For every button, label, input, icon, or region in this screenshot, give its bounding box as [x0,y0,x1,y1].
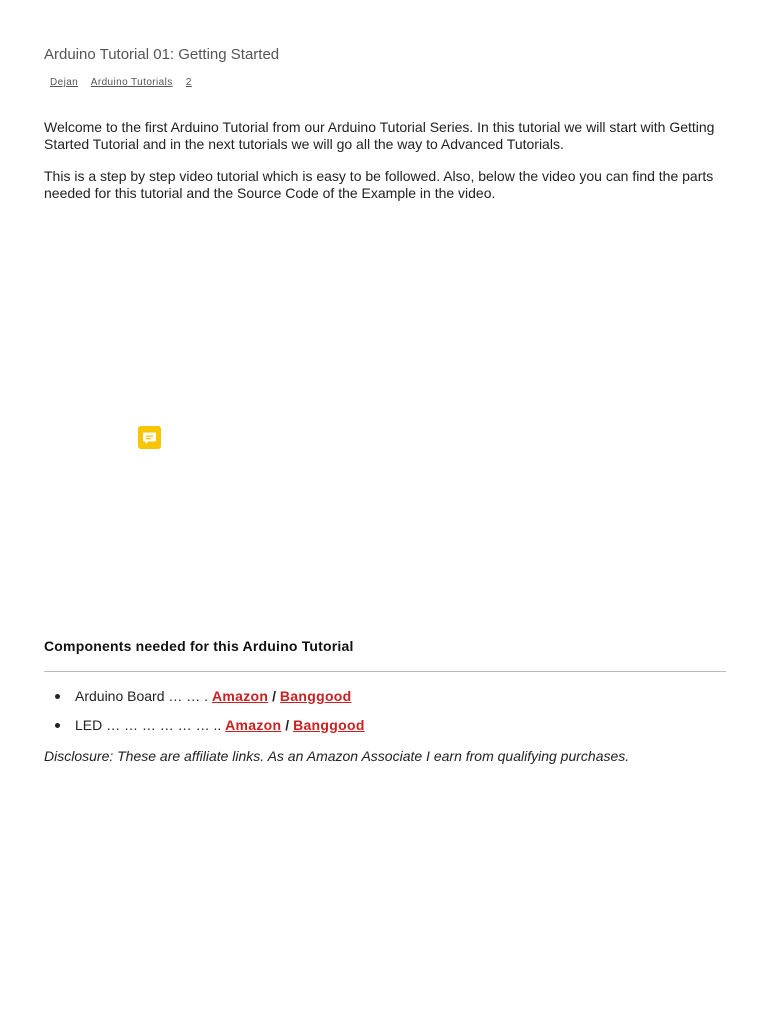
component-dots: … … … … … … .. [102,717,226,733]
post-title: Arduino Tutorial 01: Getting Started [44,46,280,63]
link-separator: / [268,688,280,704]
author-link[interactable]: Dejan [50,77,79,88]
category-link[interactable]: Arduino Tutorials [90,77,173,88]
list-item [44,686,365,715]
components-heading: Components needed for this Arduino Tutorial [44,638,354,654]
components-list [44,686,365,744]
list-item [44,715,365,744]
banggood-link[interactable]: Banggood [293,717,365,733]
video-embed[interactable] [44,218,726,618]
comment-icon[interactable] [138,426,161,449]
link-separator: / [281,717,294,733]
affiliate-disclosure: Disclosure: These are affiliate links. As an Amazon Associate I earn from qualifying purchases. [44,748,630,764]
amazon-link[interactable]: Amazon [211,688,269,704]
bullet [55,694,60,699]
intro-paragraph: This is a step by step video tutorial which is easy to be followed. Also, below the video you can find the parts needed for this tutorial and the Source Code of the Example in the video. [44,168,714,201]
bullet [55,723,60,728]
amazon-link[interactable]: Amazon [225,717,282,733]
intro-paragraph: Welcome to the first Arduino Tutorial from our Arduino Tutorial Series. In this tutorial we will start with Getting Started Tutorial and in the next tutorials we will go all the way to Advanced Tutorials. [44,119,715,152]
component-dots: … … . [164,688,212,704]
intro-text [44,119,726,217]
banggood-link[interactable]: Banggood [279,688,352,704]
component-name: Arduino Board [75,688,165,704]
post-meta [50,77,202,88]
comments-count-link[interactable]: 2 [185,77,192,88]
component-name: LED [75,717,103,733]
divider [44,671,726,672]
